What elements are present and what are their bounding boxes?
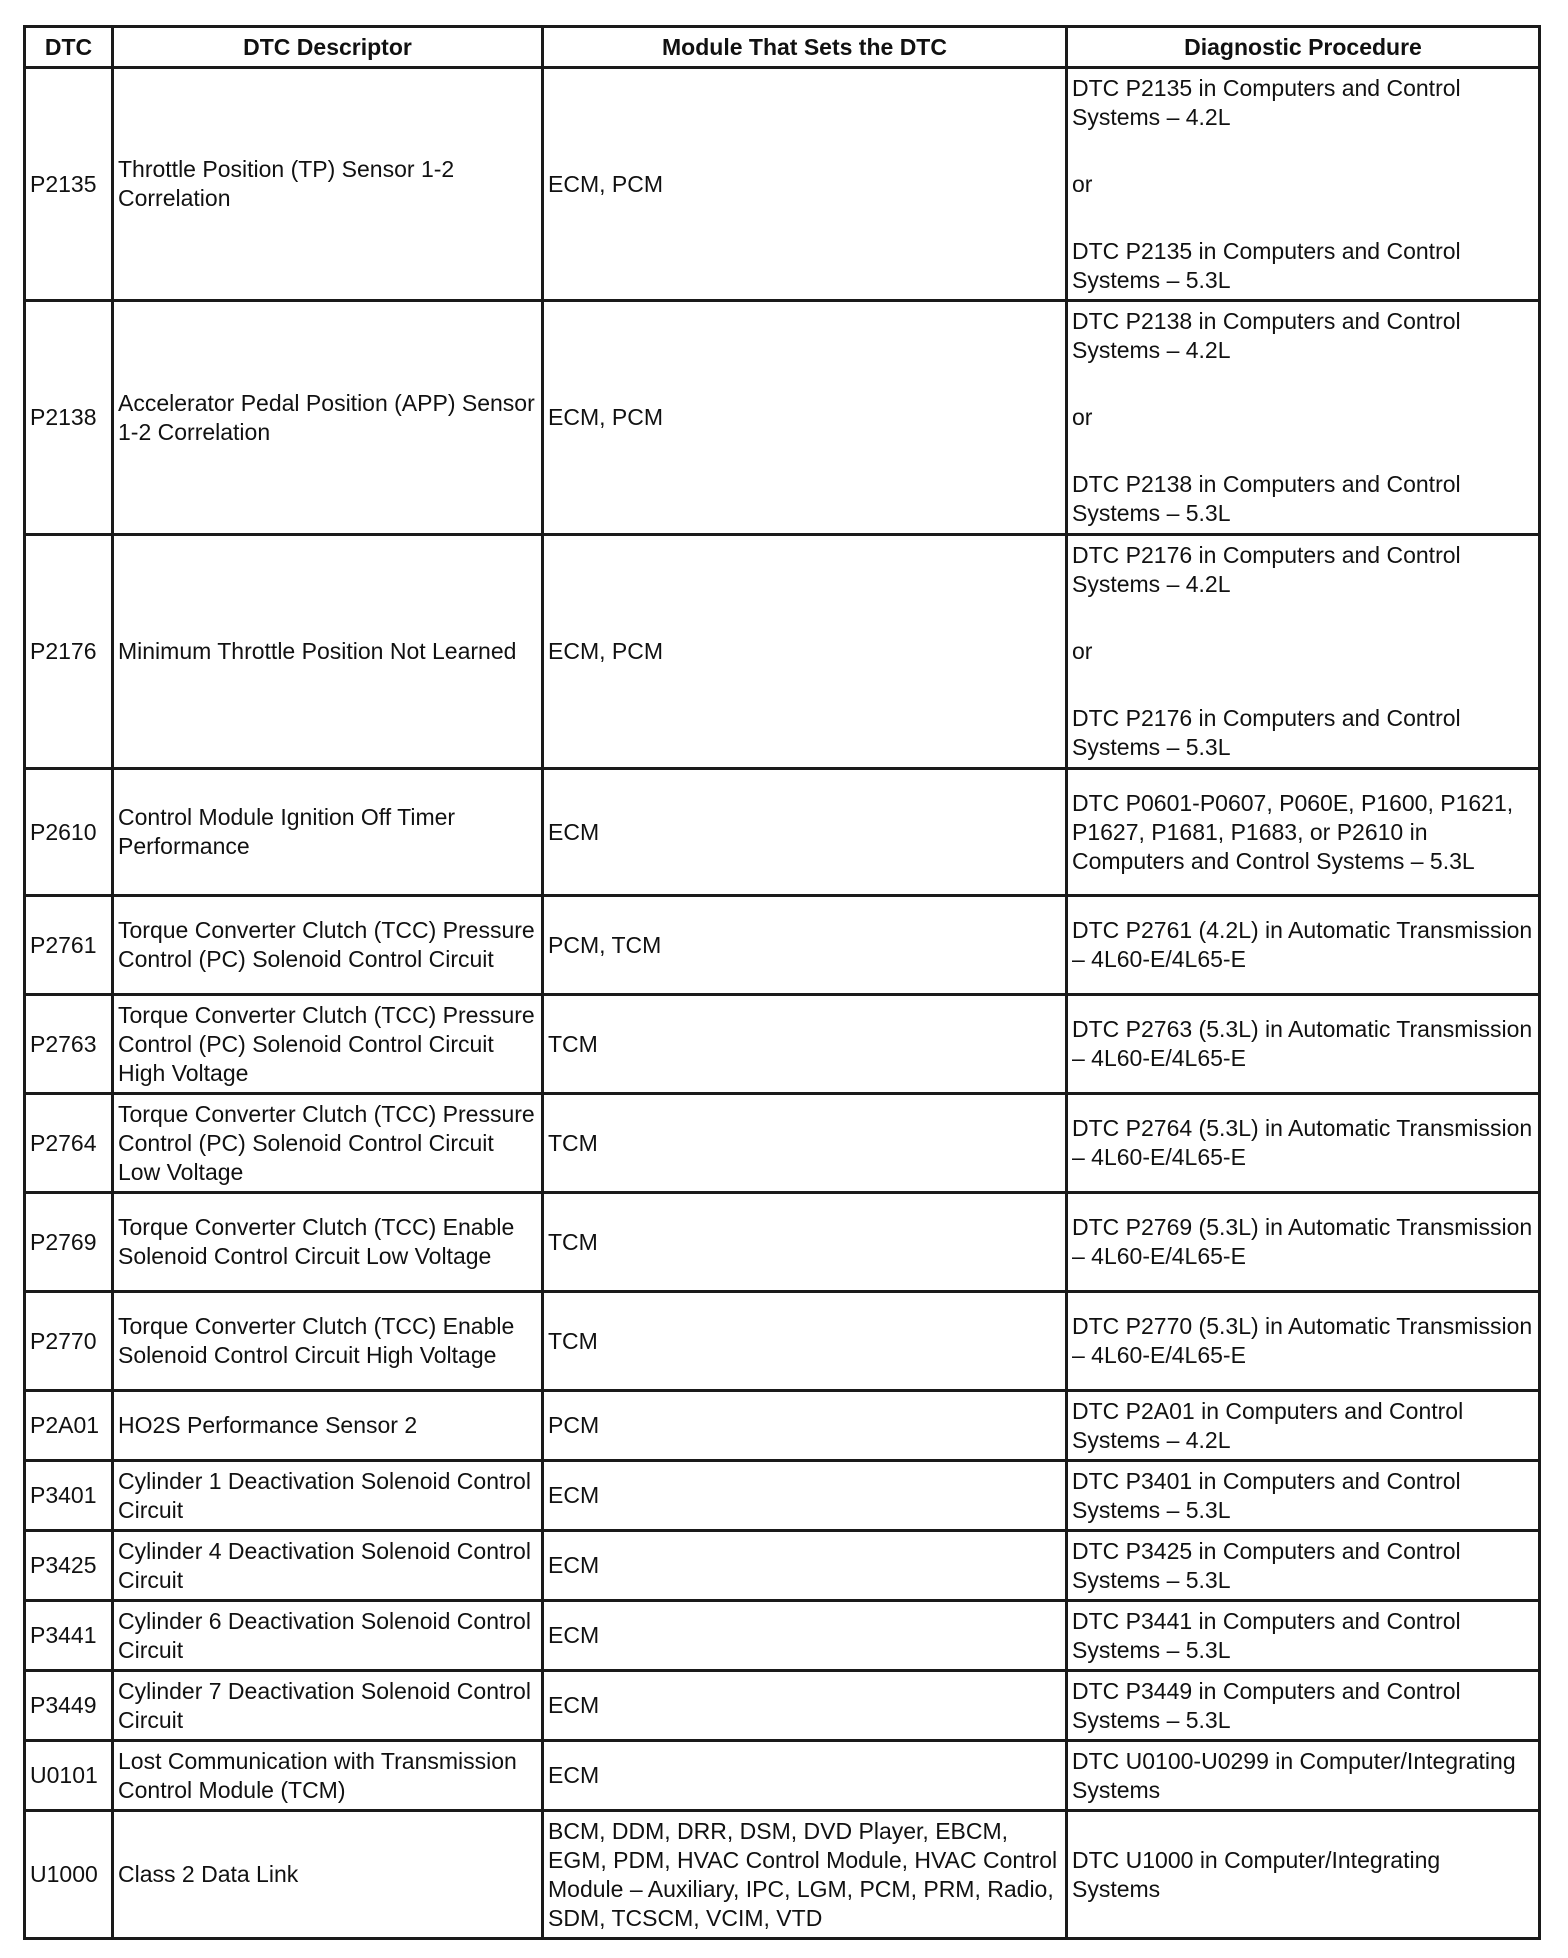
diagnostic-procedure	[1067, 68, 1540, 301]
table-row	[25, 1461, 1540, 1531]
diagnostic-procedure: DTC P3401 in Computers and Control Systems – 5.3L	[1067, 1461, 1540, 1531]
dtc-descriptor: Control Module Ignition Off Timer Performance	[113, 769, 543, 896]
dtc-descriptor: Cylinder 7 Deactivation Solenoid Control Circuit	[113, 1671, 543, 1741]
dtc-descriptor: Torque Converter Clutch (TCC) Enable Solenoid Control Circuit Low Voltage	[113, 1193, 543, 1292]
diagnostic-procedure: DTC P3441 in Computers and Control Systems – 5.3L	[1067, 1601, 1540, 1671]
diagnostic-procedure: DTC P2A01 in Computers and Control Systems – 4.2L	[1067, 1391, 1540, 1461]
table-row	[25, 1094, 1540, 1193]
table-row	[25, 769, 1540, 896]
table-row	[25, 1671, 1540, 1741]
procedure-or: or	[1072, 170, 1093, 197]
dtc-module: ECM, PCM	[543, 68, 1067, 301]
procedure-option-b: DTC P2135 in Computers and Control Systems – 5.3L	[1072, 237, 1461, 293]
table-row	[25, 1811, 1540, 1939]
table-row	[25, 1391, 1540, 1461]
dtc-module: TCM	[543, 1193, 1067, 1292]
dtc-descriptor: Throttle Position (TP) Sensor 1-2 Correlation	[113, 68, 543, 301]
diagnostic-procedure: DTC P2764 (5.3L) in Automatic Transmission – 4L60-E/4L65-E	[1067, 1094, 1540, 1193]
dtc-descriptor: Minimum Throttle Position Not Learned	[113, 535, 543, 769]
table-row	[25, 68, 1540, 301]
dtc-table	[23, 25, 1541, 1940]
header-procedure: Diagnostic Procedure	[1067, 27, 1540, 68]
diagnostic-procedure: DTC P2769 (5.3L) in Automatic Transmission – 4L60-E/4L65-E	[1067, 1193, 1540, 1292]
dtc-descriptor: Class 2 Data Link	[113, 1811, 543, 1939]
dtc-table-container	[23, 25, 1538, 1940]
dtc-module: ECM	[543, 769, 1067, 896]
dtc-code: P2761	[25, 896, 113, 995]
procedure-or: or	[1072, 638, 1093, 664]
table-row	[25, 1193, 1540, 1292]
table-row	[25, 1601, 1540, 1671]
dtc-descriptor: Torque Converter Clutch (TCC) Pressure Control (PC) Solenoid Control Circuit Low Voltage	[113, 1094, 543, 1193]
diagnostic-procedure: DTC P0601-P0607, P060E, P1600, P1621, P1627, P1681, P1683, or P2610 in Computers and Control Systems – 5.3L	[1067, 769, 1540, 896]
dtc-module: PCM	[543, 1391, 1067, 1461]
diagnostic-procedure: DTC P2763 (5.3L) in Automatic Transmission – 4L60-E/4L65-E	[1067, 995, 1540, 1094]
dtc-module: ECM	[543, 1461, 1067, 1531]
table-row	[25, 1292, 1540, 1391]
dtc-module: ECM	[543, 1601, 1067, 1671]
dtc-module: PCM, TCM	[543, 896, 1067, 995]
dtc-code: P2176	[25, 535, 113, 769]
dtc-descriptor: Cylinder 4 Deactivation Solenoid Control Circuit	[113, 1531, 543, 1601]
table-row	[25, 896, 1540, 995]
diagnostic-procedure: DTC P3449 in Computers and Control Systems – 5.3L	[1067, 1671, 1540, 1741]
dtc-descriptor: Lost Communication with Transmission Control Module (TCM)	[113, 1741, 543, 1811]
dtc-module: ECM	[543, 1531, 1067, 1601]
dtc-code: P2770	[25, 1292, 113, 1391]
diagnostic-procedure: DTC P3425 in Computers and Control Systems – 5.3L	[1067, 1531, 1540, 1601]
procedure-option-b: DTC P2176 in Computers and Control Systems – 5.3L	[1072, 705, 1461, 760]
dtc-module: ECM	[543, 1671, 1067, 1741]
dtc-code: P2A01	[25, 1391, 113, 1461]
dtc-descriptor: Cylinder 6 Deactivation Solenoid Control Circuit	[113, 1601, 543, 1671]
dtc-code: P3425	[25, 1531, 113, 1601]
diagnostic-procedure	[1067, 301, 1540, 535]
table-row	[25, 995, 1540, 1094]
procedure-option-b: DTC P2138 in Computers and Control Systems – 5.3L	[1072, 471, 1461, 526]
dtc-code: U1000	[25, 1811, 113, 1939]
dtc-code: P3441	[25, 1601, 113, 1671]
dtc-code: P3401	[25, 1461, 113, 1531]
diagnostic-procedure: DTC U1000 in Computer/Integrating Systems	[1067, 1811, 1540, 1939]
dtc-module: BCM, DDM, DRR, DSM, DVD Player, EBCM, EGM, PDM, HVAC Control Module, HVAC Control Module – Auxiliary, IPC, LGM, PCM, PRM, Radio, SDM, TCSCM, VCIM, VTD	[543, 1811, 1067, 1939]
procedure-option-a: DTC P2138 in Computers and Control Systems – 4.2L	[1072, 308, 1461, 363]
dtc-code: P2764	[25, 1094, 113, 1193]
dtc-descriptor: Torque Converter Clutch (TCC) Pressure Control (PC) Solenoid Control Circuit	[113, 896, 543, 995]
header-module: Module That Sets the DTC	[543, 27, 1067, 68]
dtc-module: TCM	[543, 995, 1067, 1094]
dtc-code: P2135	[25, 68, 113, 301]
dtc-module: ECM	[543, 1741, 1067, 1811]
procedure-or: or	[1072, 404, 1093, 430]
dtc-module: TCM	[543, 1094, 1067, 1193]
table-row	[25, 1741, 1540, 1811]
dtc-code: P2610	[25, 769, 113, 896]
table-row	[25, 1531, 1540, 1601]
dtc-descriptor: HO2S Performance Sensor 2	[113, 1391, 543, 1461]
table-row	[25, 301, 1540, 535]
dtc-code: P3449	[25, 1671, 113, 1741]
table-row	[25, 535, 1540, 769]
diagnostic-procedure: DTC U0100-U0299 in Computer/Integrating Systems	[1067, 1741, 1540, 1811]
diagnostic-procedure	[1067, 535, 1540, 769]
dtc-descriptor: Torque Converter Clutch (TCC) Enable Solenoid Control Circuit High Voltage	[113, 1292, 543, 1391]
dtc-module: TCM	[543, 1292, 1067, 1391]
dtc-descriptor: Cylinder 1 Deactivation Solenoid Control Circuit	[113, 1461, 543, 1531]
header-row	[25, 27, 1540, 68]
procedure-option-a: DTC P2135 in Computers and Control Systems – 4.2L	[1072, 74, 1461, 130]
header-descriptor: DTC Descriptor	[113, 27, 543, 68]
diagnostic-procedure: DTC P2761 (4.2L) in Automatic Transmission – 4L60-E/4L65-E	[1067, 896, 1540, 995]
procedure-option-a: DTC P2176 in Computers and Control Systems – 4.2L	[1072, 542, 1461, 597]
header-dtc: DTC	[25, 27, 113, 68]
dtc-module: ECM, PCM	[543, 535, 1067, 769]
dtc-code: P2769	[25, 1193, 113, 1292]
dtc-code: P2138	[25, 301, 113, 535]
dtc-descriptor: Accelerator Pedal Position (APP) Sensor 1-2 Correlation	[113, 301, 543, 535]
diagnostic-procedure: DTC P2770 (5.3L) in Automatic Transmission – 4L60-E/4L65-E	[1067, 1292, 1540, 1391]
dtc-code: U0101	[25, 1741, 113, 1811]
dtc-module: ECM, PCM	[543, 301, 1067, 535]
dtc-code: P2763	[25, 995, 113, 1094]
dtc-descriptor: Torque Converter Clutch (TCC) Pressure Control (PC) Solenoid Control Circuit High Voltage	[113, 995, 543, 1094]
